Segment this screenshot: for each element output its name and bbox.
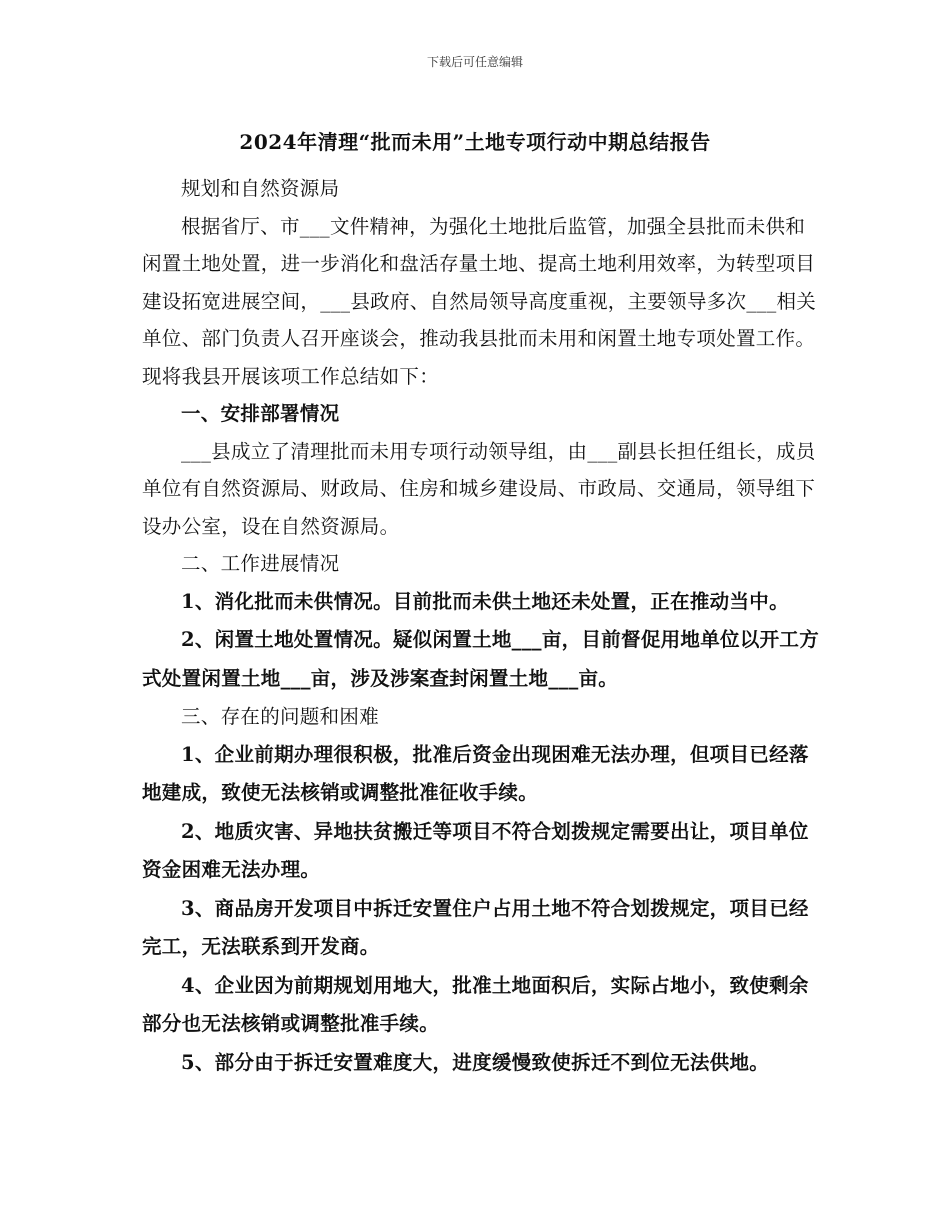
- section2-item-1: 1、消化批而未供情况。目前批而未供土地还未处置，正在推动当中。: [181, 589, 789, 613]
- section3-item-3: 3、商品房开发项目中拆迁安置住户占用土地不符合划拨规定，项目已经完工，无法联系到开发商。: [142, 896, 809, 958]
- section2-item-2: 2、闲置土地处置情况。疑似闲置土地___亩，目前督促用地单位以开工方式处置闲置土地___亩，涉及涉案查封闲置土地___亩。: [142, 628, 820, 690]
- author-line: 规划和自然资源局: [181, 177, 340, 200]
- section3-item-4: 4、企业因为前期规划用地大，批准土地面积后，实际占地小，致使剩余部分也无法核销或调整批准手续。: [142, 973, 809, 1035]
- section3-item-1: 1、企业前期办理很积极，批准后资金出现困难无法办理，但项目已经落地建成，致使无法核销或调整批准征收手续。: [142, 742, 809, 804]
- document-body: [142, 170, 822, 1082]
- intro-paragraph: 根据省厅、市___文件精神，为强化土地批后监管，加强全县批而未供和闲置土地处置，进一步消化和盘活存量土地、提高土地利用效率，为转型项目建设拓宽进展空间，___县政府、自然局领导高度重视，主要领导多次___相关单位、部门负责人召开座谈会，推动我县批而未用和闲置土地专项处置工作。现将我县开展该项工作总结如下：: [142, 214, 817, 388]
- section3-item-5: 5、部分由于拆迁安置难度大，进度缓慢致使拆迁不到位无法供地。: [181, 1050, 770, 1074]
- section1-heading: 一、安排部署情况: [181, 402, 340, 425]
- document-title: 2024年清理“批而未用”土地专项行动中期总结报告: [239, 130, 711, 154]
- section1-paragraph: ___县成立了清理批而未用专项行动领导组，由___副县长担任组长，成员单位有自然资源局、财政局、住房和城乡建设局、市政局、交通局，领导组下设办公室，设在自然资源局。: [142, 439, 816, 538]
- section3-item-2: 2、地质灾害、异地扶贫搬迁等项目不符合划拨规定需要出让，项目单位资金困难无法办理。: [142, 819, 809, 881]
- section3-heading: 三、存在的问题和困难: [181, 705, 380, 728]
- page-header-note: 下载后可任意编辑: [426, 55, 523, 69]
- section2-heading: 二、工作进展情况: [181, 552, 340, 575]
